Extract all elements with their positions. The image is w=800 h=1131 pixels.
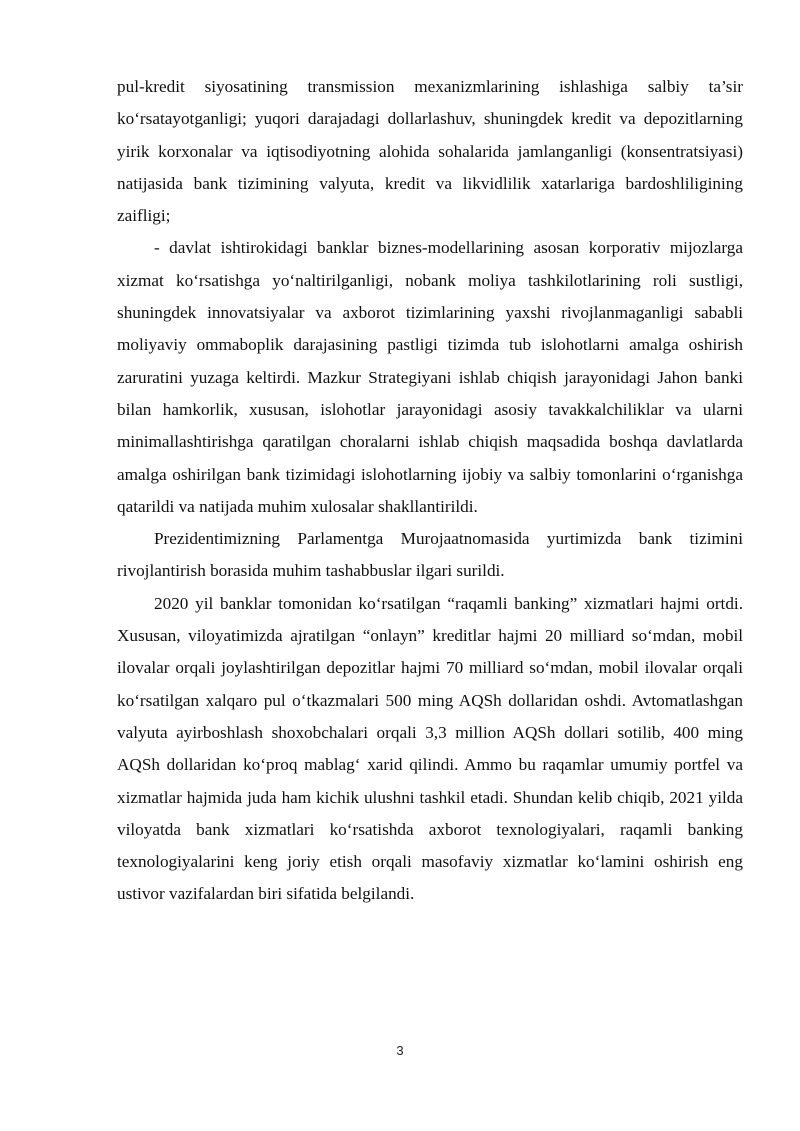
paragraph-digital-banking: 2020 yil banklar tomonidan ko‘rsatilgan “raqamli banking” xizmatlari hajmi ortdi. Xususan, viloyatimizda ajratilgan “onlayn” kreditlar hajmi 20 milliard so‘mdan, mobil ilovalar orqali joylashtirilgan depozitlar hajmi 70 milliard so‘mdan, mobil ilovalar orqali ko‘rsatilgan xalqaro pul o‘tkazmalari 500 ming AQSh dollaridan oshdi. Avtomatlashgan valyuta ayirboshlash shoxobchalari orqali 3,3 million AQSh dollari sotilib, 400 ming AQSh dollaridan ko‘proq mablag‘ xarid qilindi. Ammo bu raqamlar umumiy portfel va xizmatlar hajmida juda ham kichik ulushni tashkil etadi. Shundan kelib chiqib, 2021 yilda viloyatda bank xizmatlari ko‘rsatishda axborot texnologiyalari, raqamli banking texnologiyalarini keng joriy etish orqali masofaviy xizmatlar ko‘lamini oshirish eng ustivor vazifalardan biri sifatida belgilandi. <box>117 593 743 904</box>
paragraph-parliament-address: Prezidentimizning Parlamentga Murojaatnomasida yurtimizda bank tizimini rivojlantirish borasida muhim tashabbuslar ilgari surildi. <box>117 529 743 581</box>
paragraph-continuation: pul-kredit siyosatining transmission mexanizmlarining ishlashiga salbiy ta’sir ko‘rsatayotganligi; yuqori darajadagi dollarlashuv, shuningdek kredit va depozitlarning yirik korxonalar va iqtisodiyotning alohida sohalarida jamlanganligi (konsentratsiyasi) natijasida bank tizimining valyuta, kredit va likvidlilik xatarlariga bardoshliligining zaifligi; <box>117 77 743 226</box>
page-number: 3 <box>396 1043 404 1058</box>
paragraph-state-banks: - davlat ishtirokidagi banklar biznes-modellarining asosan korporativ mijozlarga xizmat ko‘rsatishga yo‘naltirilganligi, nobank moliya tashkilotlarining roli sustligi, shuningdek innovatsiyalar va axborot tizimlarining yaxshi rivojlanmaganligi sababli moliyaviy ommaboplik darajasining pastligi tizimda tub islohotlarni amalga oshirish zaruratini yuzaga keltirdi. Mazkur Strategiyani ishlab chiqish jarayonidagi Jahon banki bilan hamkorlik, xususan, islohotlar jarayonidagi asosiy tavakkalchiliklar va ularni minimallashtirishga qaratilgan choralarni ishlab chiqish maqsadida boshqa davlatlarda amalga oshirilgan bank tizimidagi islohotlarning ijobiy va salbiy tomonlarini o‘rganishga qatarildi va natijada muhim xulosalar shakllantirildi. <box>117 238 743 516</box>
document-body <box>117 71 743 911</box>
